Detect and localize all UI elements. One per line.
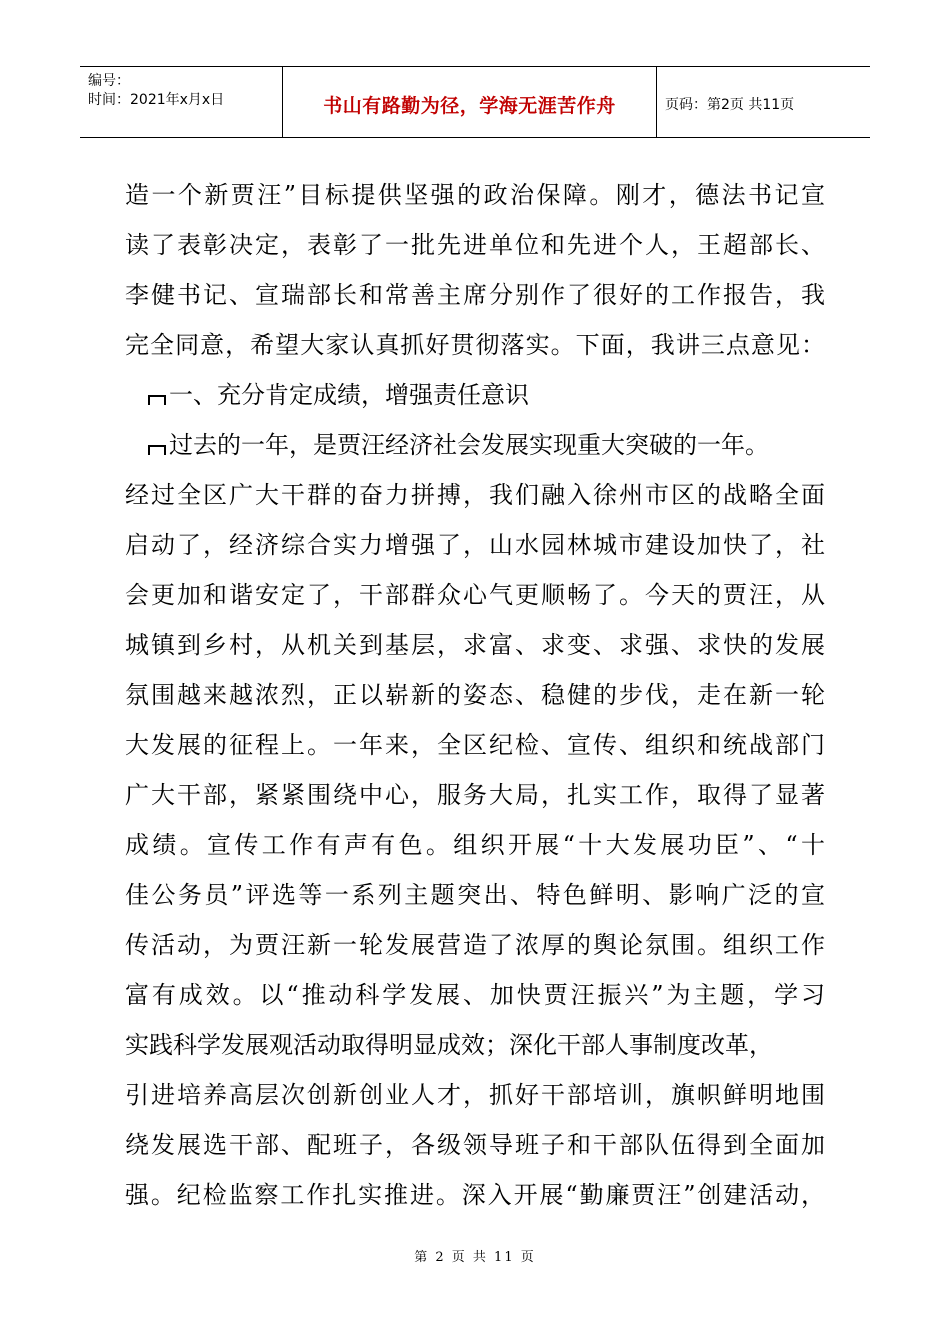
body-line: 引进培养高层次创新创业人才，抓好干部培训，旗帜鲜明地围 [125,1081,825,1109]
body-line: 氛围越来越浓烈，正以崭新的姿态、稳健的步伐，走在新一轮 [125,681,825,709]
document-number-label: 编号： [88,73,130,89]
body-line: 成绩。宣传工作有声有色。组织开展“十大发展功臣”、“十 [125,831,825,859]
document-body [125,170,825,1220]
body-line: 实践科学发展观活动取得明显成效；深化干部人事制度改革， [125,1031,773,1059]
body-line: 经过全区广大干群的奋力拼搏，我们融入徐州市区的战略全面 [125,481,825,509]
body-line: 广大干部，紧紧围绕中心，服务大局，扎实工作，取得了显著 [125,781,825,809]
body-line: 佳公务员”评选等一系列主题突出、特色鲜明、影响广泛的宣 [125,881,825,909]
body-line: 大发展的征程上。一年来，全区纪检、宣传、组织和统战部门 [125,731,825,759]
paragraph-first-line-text: 过去的一年，是贾汪经济社会发展实现重大突破的一年。 [169,431,769,459]
document-time-label: 时间：2021年x月x日 [88,92,225,108]
document-header [80,66,870,138]
body-line: 会更加和谐安定了，干部群众心气更顺畅了。今天的贾汪，从 [125,581,825,609]
body-line: 启动了，经济综合实力增强了，山水园林城市建设加快了，社 [125,531,825,559]
section-heading [125,370,825,420]
paragraph-mark-icon [147,391,167,403]
body-line: 富有成效。以“推动科学发展、加快贾汪振兴”为主题，学习 [125,981,825,1009]
header-meta-cell [80,67,283,137]
body-line: 强。纪检监察工作扎实推进。深入开展“勤廉贾汪”创建活动， [125,1181,825,1209]
header-page-cell [657,67,870,137]
section-heading-text: 一、充分肯定成绩，增强责任意识 [169,381,529,409]
body-line: 李健书记、宣瑞部长和常善主席分别作了很好的工作报告，我 [125,281,825,309]
header-motto-cell [283,67,657,137]
paragraph-mark-icon [147,441,167,453]
page-footer: 第 2 页 共 11 页 [414,1250,536,1265]
body-line: 完全同意，希望大家认真抓好贯彻落实。下面，我讲三点意见： [125,331,825,359]
body-line: 读了表彰决定，表彰了一批先进单位和先进个人，王超部长、 [125,231,825,259]
body-line: 绕发展选干部、配班子，各级领导班子和干部队伍得到全面加 [125,1131,825,1159]
header-page-info: 页码：第2页 共11页 [665,97,795,113]
paragraph-first-line [125,420,825,470]
body-line: 城镇到乡村，从机关到基层，求富、求变、求强、求快的发展 [125,631,825,659]
header-motto: 书山有路勤为径，学海无涯苦作舟 [323,94,616,117]
body-line: 传活动，为贾汪新一轮发展营造了浓厚的舆论氛围。组织工作 [125,931,825,959]
body-line: 造一个新贾汪”目标提供坚强的政治保障。刚才，德法书记宣 [125,181,825,209]
